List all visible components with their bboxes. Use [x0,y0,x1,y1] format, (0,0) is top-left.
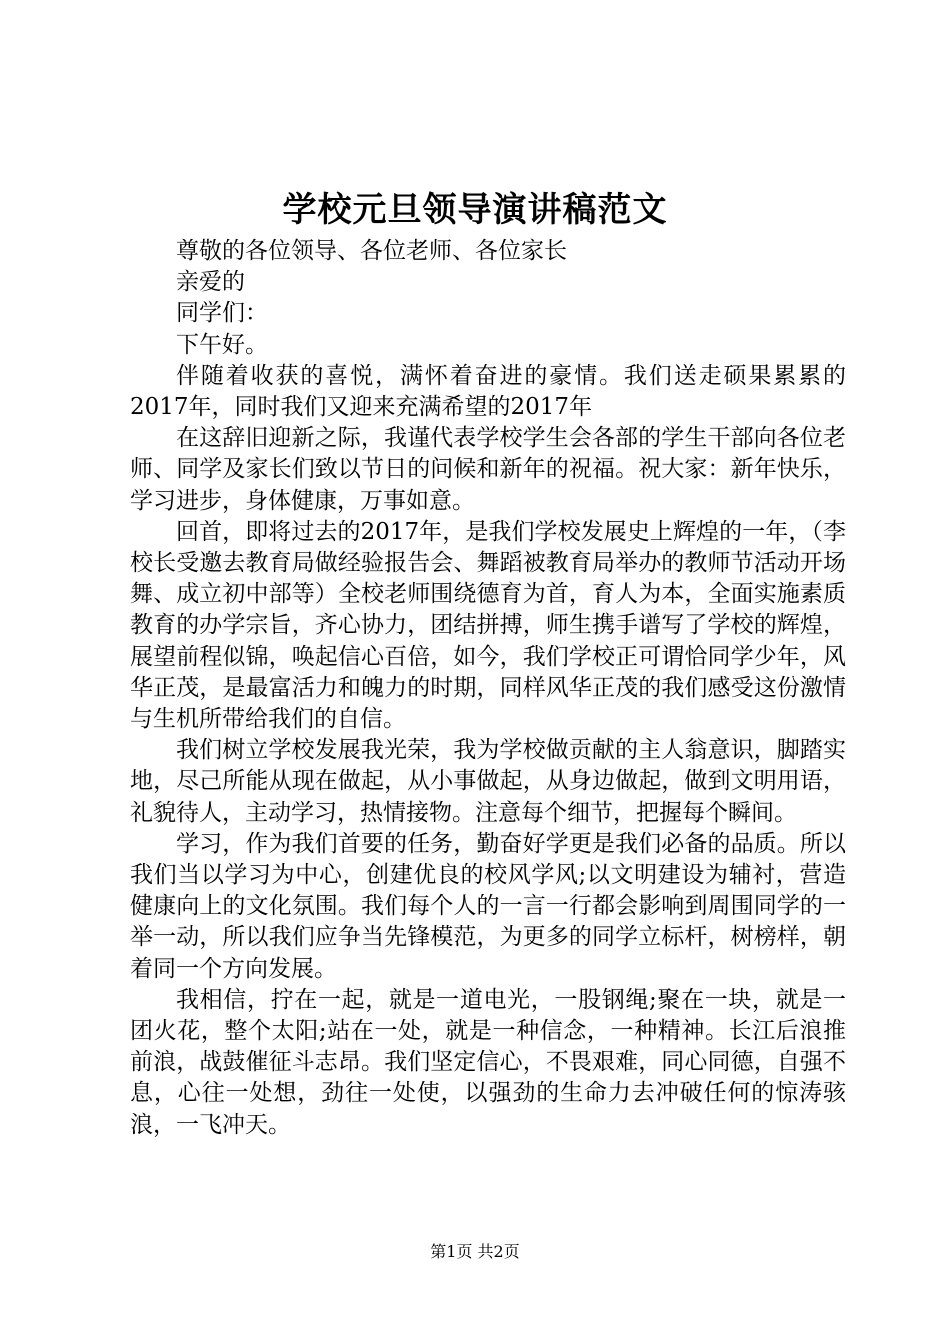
paragraph-greeting: 下午好。 [176,331,268,358]
page-number-footer: 第1页 共2页 [430,1242,520,1261]
document-body [130,236,846,1141]
document-title: 学校元旦领导演讲稿范文 [282,190,668,230]
paragraph-dear: 亲爱的 [176,269,245,296]
paragraph: 回首，即将过去的2017年，是我们学校发展史上辉煌的一年，（李校长受邀去教育局做经验报告会、舞蹈被教育局举办的教师节活动开场舞、成立初中部等）全校老师围绕德育为首，育人为本，全面实施素质教育的办学宗旨，齐心协力，团结拼搏，师生携手谱写了学校的辉煌，展望前程似锦，唤起信心百倍，如今，我们学校正可谓恰同学少年，风华正茂，是最富活力和魄力的时期，同样风华正茂的我们感受这份激情与生机所带给我们的自信。 [130,518,846,733]
paragraph-salutation: 尊敬的各位领导、各位老师、各位家长 [176,238,567,264]
paragraph: 在这辞旧迎新之际，我谨代表学校学生会各部的学生干部向各位老师、同学及家长们致以节日的问候和新年的祝福。祝大家：新年快乐，学习进步，身体健康，万事如意。 [130,425,846,514]
paragraph-students: 同学们： [176,300,268,327]
paragraph: 伴随着收获的喜悦，满怀着奋进的豪情。我们送走硕果累累的2017年，同时我们又迎来充满希望的2017年 [130,362,846,421]
paragraph: 我相信，拧在一起，就是一道电光，一股钢绳;聚在一块，就是一团火花，整个太阳;站在一处，就是一种信念，一种精神。长江后浪推前浪，战鼓催征斗志昂。我们坚定信心，不畏艰难，同心同德，自强不息，心往一处想，劲往一处使，以强劲的生命力去冲破任何的惊涛骇浪，一飞冲天。 [130,986,846,1138]
paragraph: 我们树立学校发展我光荣，我为学校做贡献的主人翁意识，脚踏实地，尽己所能从现在做起，从小事做起，从身边做起，做到文明用语，礼貌待人，主动学习，热情接物。注意每个细节，把握每个瞬间。 [130,737,846,826]
paragraph: 学习，作为我们首要的任务，勤奋好学更是我们必备的品质。所以我们当以学习为中心，创建优良的校风学风;以文明建设为辅衬，营造健康向上的文化氛围。我们每个人的一言一行都会影响到周围同学的一举一动，所以我们应争当先锋模范，为更多的同学立标杆，树榜样，朝着同一个方向发展。 [130,830,846,982]
